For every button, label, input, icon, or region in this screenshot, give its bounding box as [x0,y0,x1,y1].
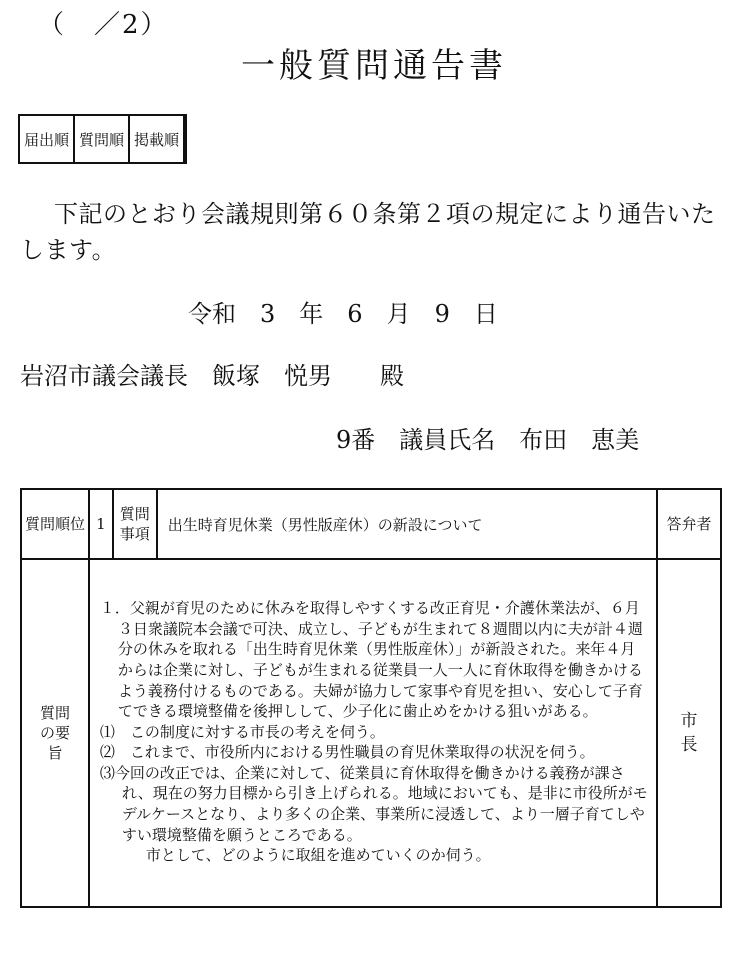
date-year-unit: 年 [299,300,324,328]
sender-name: 布田 恵美 [519,426,640,454]
date-day-unit: 日 [473,300,498,328]
addressee [20,356,404,391]
document-title: 一般質問通告書 [241,46,507,86]
submission-date [188,294,498,329]
stamp-boxes [18,114,187,164]
summary-paragraph: １．父親が育児のために休みを取得しやすくする改正育児・介護休業法が、６月３日衆議院本会議で可決、成立し、子どもが生まれて８週間以内に夫が計４週分の休みを取れる「出生時育児休業（男性版産休）」が新設された。来年４月からは企業に対し、子どもが生まれる従業員一人一人に育休取得を働きかけるよう義務付けるものである。夫婦が協力して家事や育児を担い、安心して子育てできる環境整備を後押しして、少子化に歯止めをかける狙いがある。 [99,599,643,721]
question-summary [89,559,657,907]
summary-item-3: ⑶今回の改正では、企業に対して、従業員に育休取得を働きかける義務が課され、現在の努力目標から引き上げられる。地域においても、是非に市役所がモデルケースとなり、より多くの企業、事業所に浸透して、より一層子育てしやすい環境整備を願うところである。 [99,763,648,844]
sender-number: 9番 [336,426,376,454]
summary-item-1: ⑴ この制度に対する市長の考えを伺う。 [99,722,385,741]
sender [336,420,639,455]
addressee-name: 飯塚 悦男 [212,362,332,390]
respondent-label: 答弁者 [657,489,721,559]
page-number: （ ／2） [38,10,169,40]
addressee-title: 岩沼市議会議長 [20,362,188,390]
stamp-box-publication-order: 掲載順 [129,115,184,163]
date-year: 3 [260,300,276,328]
summary-label: 質問の要旨 [21,559,89,907]
date-month-unit: 月 [386,300,411,328]
respondent: 市長 [657,559,721,907]
summary-closing: 市として、どのように取組を進めていくのか伺う。 [145,846,491,865]
date-day: 9 [434,300,450,328]
stamp-box-blank [184,115,186,163]
order-label: 質問順位 [21,489,89,559]
date-era: 令和 [188,300,236,328]
stamp-box-question-order: 質問順 [74,115,129,163]
sender-label: 議員氏名 [399,426,496,454]
summary-item-2: ⑵ これまで、市役所内における男性職員の育児休業取得の状況を伺う。 [99,743,595,762]
stamp-box-submission-order: 届出順 [19,115,74,163]
addressee-honorific: 殿 [380,362,404,390]
question-subject: 出生時育児休業（男性版産休）の新設について [157,489,657,559]
question-number: 1 [89,489,113,559]
question-table [20,488,722,908]
subject-label: 質問事項 [113,489,157,559]
intro-text: 下記のとおり会議規則第６０条第２項の規定により通告いたします。 [20,200,716,264]
date-month: 6 [347,300,363,328]
